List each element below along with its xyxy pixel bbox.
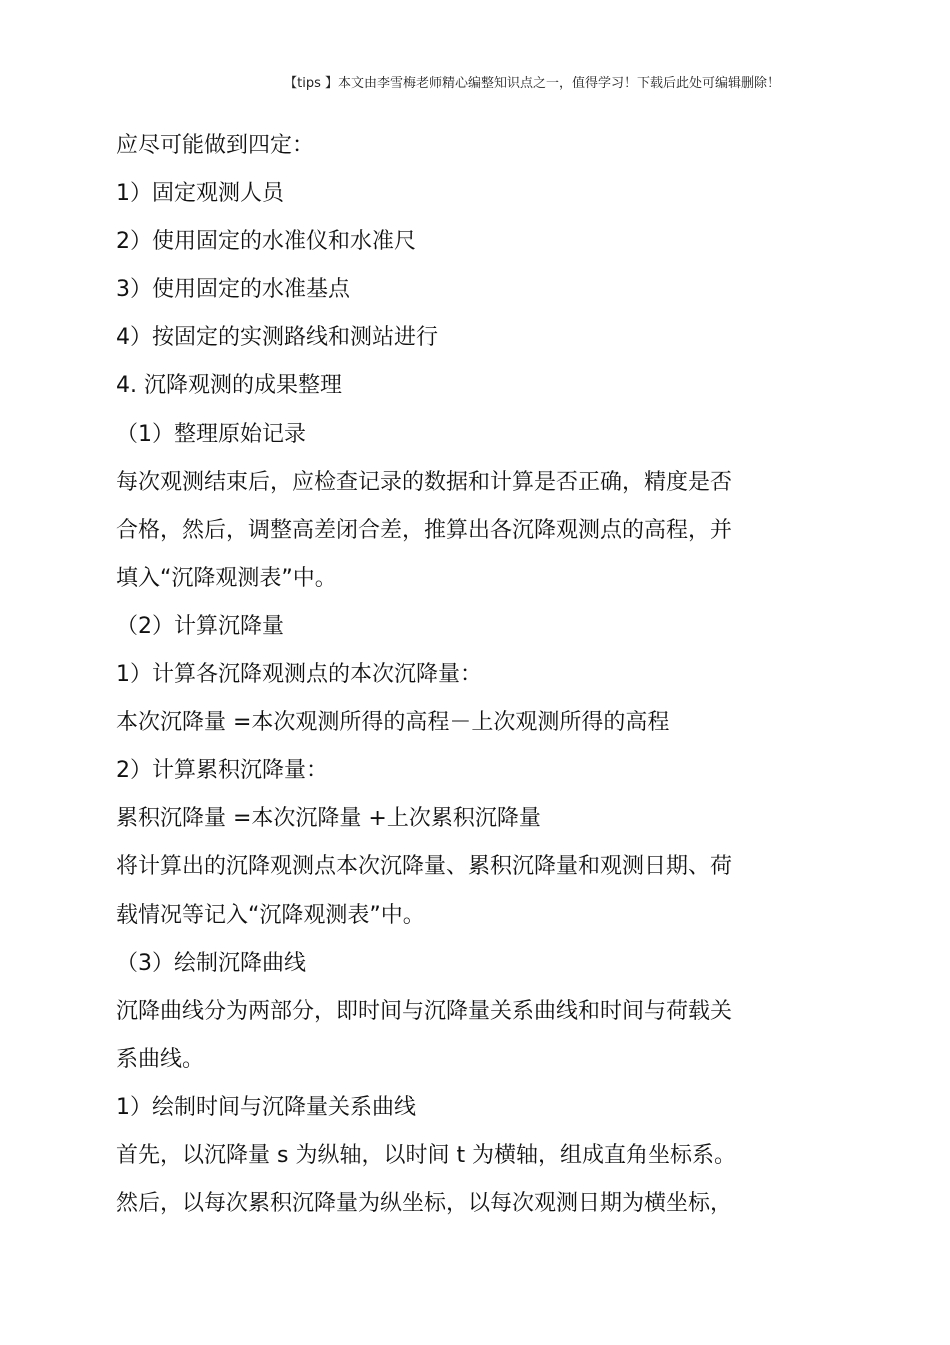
text-line: 合格，然后，调整高差闭合差，推算出各沉降观测点的高程，并 — [116, 517, 733, 543]
text-line: 填入“沉降观测表”中。 — [116, 565, 337, 591]
text-line: 系曲线。 — [116, 1046, 205, 1072]
subsection-heading: （3）绘制沉降曲线 — [116, 950, 306, 976]
text-line: 将计算出的沉降观测点本次沉降量、累积沉降量和观测日期、荷 — [116, 854, 733, 880]
text-line: 4）按固定的实测路线和测站进行 — [116, 325, 438, 351]
text-line: 然后，以每次累积沉降量为纵坐标，以每次观测日期为横坐标， — [116, 1191, 733, 1217]
text-line: 3）使用固定的水准基点 — [116, 277, 350, 303]
text-line: 载情况等记入“沉降观测表”中。 — [116, 902, 425, 928]
formula-line: 本次沉降量 =本次观测所得的高程－上次观测所得的高程 — [116, 710, 670, 736]
text-line: 1）固定观测人员 — [116, 181, 284, 207]
text-line: 首先，以沉降量 s 为纵轴，以时间 t 为横轴，组成直角坐标系。 — [116, 1142, 737, 1168]
section-heading: 4. 沉降观测的成果整理 — [116, 373, 342, 399]
subsection-heading: （2）计算沉降量 — [116, 613, 284, 639]
text-line: 沉降曲线分为两部分，即时间与沉降量关系曲线和时间与荷载关 — [116, 998, 733, 1024]
tips-header: 【tips 】本文由李雪梅老师精心编整知识点之一，值得学习！下载后此处可编辑删除！ — [284, 76, 780, 91]
text-line: 2）使用固定的水准仪和水准尺 — [116, 229, 416, 255]
text-line: 每次观测结束后，应检查记录的数据和计算是否正确，精度是否 — [116, 469, 733, 495]
text-line: 1）计算各沉降观测点的本次沉降量： — [116, 662, 482, 688]
subsection-heading: （1）整理原始记录 — [116, 421, 306, 447]
text-line: 2）计算累积沉降量： — [116, 758, 328, 784]
formula-line: 累积沉降量 =本次沉降量 +上次累积沉降量 — [116, 806, 541, 832]
document-body — [116, 126, 836, 1232]
text-line: 1）绘制时间与沉降量关系曲线 — [116, 1094, 416, 1120]
text-line: 应尽可能做到四定： — [116, 133, 315, 158]
